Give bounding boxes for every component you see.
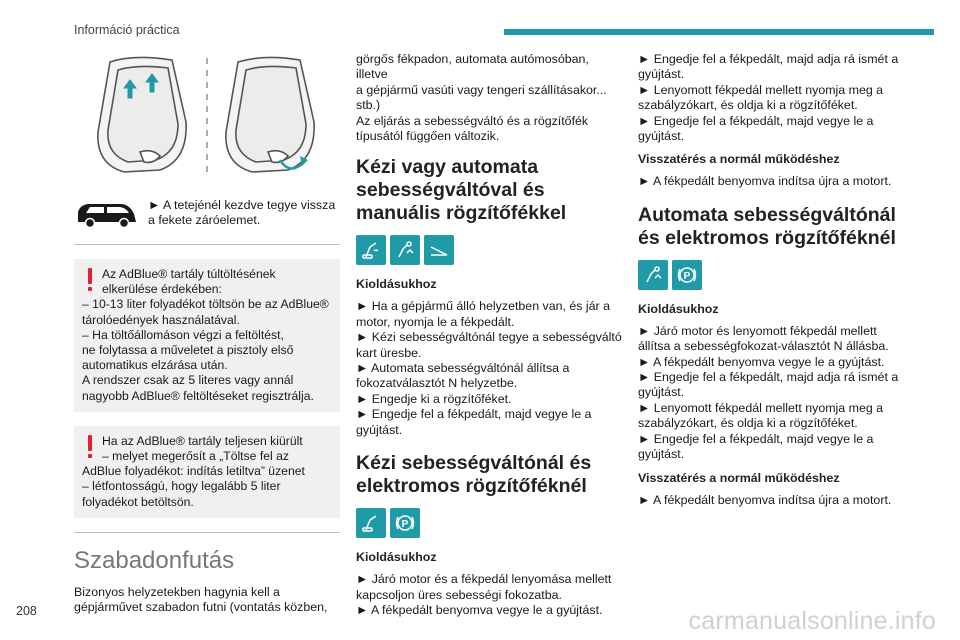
divider xyxy=(74,244,340,245)
instruction-line: kapcsoljon üres sebességi fokozatba. xyxy=(356,587,562,602)
heading-line: Kézi sebességváltónál és xyxy=(356,452,592,475)
icon-row xyxy=(356,235,622,265)
instruction-line: ► A fékpedált benyomva vegye le a gyújtást. xyxy=(356,602,603,617)
instruction-line: gyújtást. xyxy=(638,129,685,144)
instruction-line: ► Lenyomott fékpedál mellett nyomja meg a xyxy=(638,400,884,415)
warning-box-overfill xyxy=(74,259,340,412)
divider xyxy=(74,532,340,533)
brake-pedal-icon xyxy=(356,235,386,265)
instruction-line: ► A fékpedált benyomva indítsa újra a motort. xyxy=(638,174,892,189)
instruction-line: ► Engedje fel a fékpedált, majd adja rá ismét a xyxy=(638,52,899,66)
instruction-line: gyújtást. xyxy=(638,67,685,82)
warning-line: nagyobb AdBlue® feltöltéseket regisztrálja. xyxy=(82,388,314,403)
parking-brake-p-icon xyxy=(390,508,420,538)
svg-text:P: P xyxy=(683,270,691,282)
icon-row xyxy=(356,508,622,538)
section-heading-freewheel: Szabadonfutás xyxy=(74,546,235,574)
heading-line: elektromos rögzítőféknél xyxy=(356,475,587,498)
handbrake-lever-icon xyxy=(424,235,454,265)
warning-line: Ha az AdBlue® tartály teljesen kiürült xyxy=(102,433,303,448)
instruction-line: ► Lenyomott fékpedál mellett nyomja meg a xyxy=(638,82,884,97)
instruction-line: kart üresbe. xyxy=(356,345,422,360)
instruction-line: gyújtást. xyxy=(638,447,685,462)
instruction-line: ► Engedje ki a rögzítőféket. xyxy=(356,391,512,406)
warning-line: A rendszer csak az 5 literes vagy annál xyxy=(82,373,294,388)
subheading-release: Kioldásukhoz xyxy=(638,301,719,316)
instruction-line: ► Engedje fel a fékpedált, majd vegye le a xyxy=(638,431,874,446)
warning-line: AdBlue folyadékot: indítás letiltva” üzenet xyxy=(82,464,305,479)
van-icon xyxy=(74,200,138,230)
warning-line: automatikus elzárása után. xyxy=(82,358,228,373)
vehicle-instruction-text: ► A tetejénél kezdve tegye vissza a fekete záróelemet. xyxy=(148,198,336,228)
warning-line: – Ha töltőállomáson végzi a feltöltést, xyxy=(82,327,284,342)
body-line: a gépjármű vasúti vagy tengeri szállításakor... xyxy=(356,82,607,97)
heading-manual-handbrake xyxy=(356,156,622,225)
body-line: gépjárművet szabadon futni (vontatás közben, xyxy=(74,600,328,615)
warning-line: – létfontosságú, hogy legalább 5 liter xyxy=(82,479,281,494)
warning-exclamation-icon xyxy=(86,435,94,459)
vehicle-instruction-row xyxy=(74,196,340,230)
heading-manual-electric-brake xyxy=(356,452,622,498)
gear-selector-icon xyxy=(638,260,668,290)
instruction-line: motor, nyomja le a fékpedált. xyxy=(356,314,515,329)
subheading-return: Visszatérés a normál működéshez xyxy=(638,470,840,485)
warning-exclamation-icon xyxy=(86,268,94,292)
heading-line: Automata sebességváltónál xyxy=(638,203,896,226)
column-3 xyxy=(638,52,904,508)
warning-line: elkerülése érdekében: xyxy=(102,282,222,297)
page-header-title: Információ práctica xyxy=(74,23,180,37)
instruction-line: ► Ha a gépjármű álló helyzetben van, és jár a xyxy=(356,299,611,314)
body-line: stb.) xyxy=(356,98,381,113)
warning-box-empty-tank xyxy=(74,426,340,518)
svg-text:P: P xyxy=(401,519,409,531)
heading-line: manuális rögzítőfékkel xyxy=(356,202,567,225)
instruction-line: ► A fékpedált benyomva vegye le a gyújtást. xyxy=(638,354,885,369)
warning-line: Az AdBlue® tartály túltöltésének xyxy=(102,267,276,281)
instruction-line: ► Járó motor és a fékpedál lenyomása mellett xyxy=(356,572,612,587)
instruction-line: gyújtást. xyxy=(638,385,685,400)
parking-brake-p-icon xyxy=(672,260,702,290)
subheading-release: Kioldásukhoz xyxy=(356,550,437,565)
instruction-line: ► Engedje fel a fékpedált, majd vegye le a xyxy=(356,407,592,422)
subheading-return: Visszatérés a normál működéshez xyxy=(638,152,840,167)
instruction-line: ► Járó motor és lenyomott fékpedál mellett xyxy=(638,323,877,338)
instruction-line: szabályzókart, és oldja ki a rögzítőféket. xyxy=(638,98,858,113)
column-2 xyxy=(356,52,622,618)
adblue-filler-cap-illustration xyxy=(74,52,340,182)
warning-line: folyadékot betöltsön. xyxy=(82,494,194,509)
body-line: Az eljárás a sebességváltó és a rögzítőfék xyxy=(356,113,589,128)
body-line: Bizonyos helyzetekben hagynia kell a xyxy=(74,584,280,599)
instruction-line: ► Engedje fel a fékpedált, majd vegye le a xyxy=(638,113,874,128)
warning-line: – melyet megerősít a „Töltse fel az xyxy=(102,449,289,464)
warning-line: – 10-13 liter folyadékot töltsön be az AdBlue® xyxy=(82,297,329,312)
instruction-line: fokozatválasztót N helyzetbe. xyxy=(356,376,518,391)
gear-lever-icon xyxy=(390,235,420,265)
brake-pedal-icon xyxy=(356,508,386,538)
body-line: típusától függően változik. xyxy=(356,129,500,144)
instruction-line: gyújtást. xyxy=(356,422,403,437)
icon-row xyxy=(638,260,904,290)
instruction-line: ► Kézi sebességváltónál tegye a sebességváltó xyxy=(356,330,622,345)
heading-line: és elektromos rögzítőféknél xyxy=(638,226,896,249)
instruction-line: ► Engedje fel a fékpedált, majd adja rá ismét a xyxy=(638,370,899,385)
heading-line: sebességváltóval és xyxy=(356,179,545,202)
warning-line: tárolóedények használatával. xyxy=(82,312,240,327)
watermark: carmanualsonline.info xyxy=(688,607,936,635)
subheading-release: Kioldásukhoz xyxy=(356,277,437,292)
column-1 xyxy=(74,52,340,616)
heading-line: Kézi vagy automata xyxy=(356,156,539,179)
instruction-line: szabályzókart, és oldja ki a rögzítőféket. xyxy=(638,416,858,431)
body-line: görgős fékpadon, automata autómosóban, illetve xyxy=(356,52,589,82)
instruction-line: ► Automata sebességváltónál állítsa a xyxy=(356,361,570,376)
instruction-line: ► A fékpedált benyomva indítsa újra a motort. xyxy=(638,492,892,507)
heading-auto-electric-brake xyxy=(638,204,904,250)
page-number: 208 xyxy=(16,604,37,618)
header-accent-bar xyxy=(504,29,934,35)
instruction-line: állítsa a sebességfokozat-választót N állásba. xyxy=(638,339,889,354)
warning-line: ne folytassa a műveletet a pisztoly első xyxy=(82,343,294,358)
